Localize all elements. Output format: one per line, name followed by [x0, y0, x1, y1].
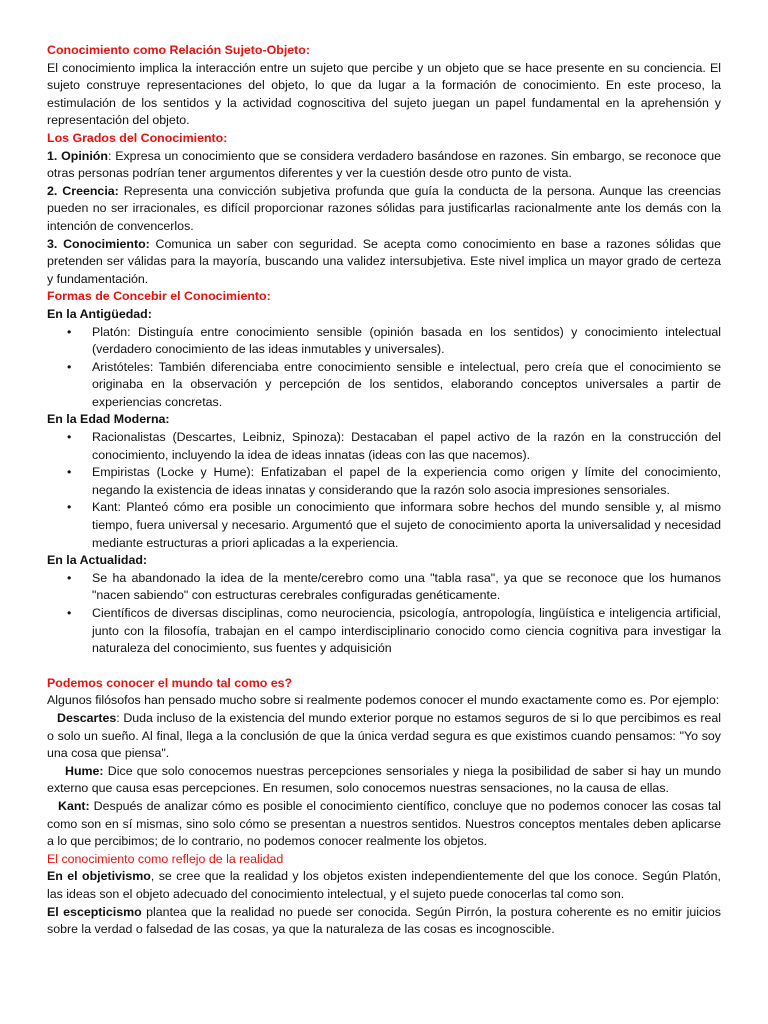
concept-term: El escepticismo [47, 904, 142, 919]
heading-formas: Formas de Concebir el Conocimiento: [47, 289, 271, 304]
grado-text: Expresa un conocimiento que se considera verdadero basándose en razones. Sin embargo, se reconoce que otras personas podrían tener argumentos diferentes y ver la cuestión desde otro punto de vista. [47, 148, 721, 181]
heading-conocer-mundo: Podemos conocer el mundo tal como es? [47, 675, 293, 690]
paragraph-sujeto-objeto: El conocimiento implica la interacción entre un sujeto que percibe y un objeto que se hace presente en su conciencia. El sujeto construye representaciones del objeto, lo que da lugar a la formación de conocimiento. En este proceso, la estimulación de los sentidos y la actividad cognoscitiva del sujeto juegan un papel fundamental en la aprehensión y representación del objeto. [47, 60, 721, 128]
concept-text: , se cree que la realidad y los objetos existen independientemente del que los conoce. Según Platón, las ideas son el objeto adecuado del conocimiento intelectual, y el sujeto puede conocerlas tal como son. [47, 869, 721, 901]
grado-sep: : [107, 148, 112, 163]
paragraph-hume [47, 763, 721, 798]
heading-sujeto-objeto: Conocimiento como Relación Sujeto-Objeto: [47, 43, 310, 57]
subheading-edad-moderna: En la Edad Moderna: [47, 412, 170, 427]
concept-term: En el objetivismo [47, 869, 151, 884]
grado-term: 3. Conocimiento: [47, 236, 150, 251]
paragraph-conocer-intro: Algunos filósofos han pensado mucho sobre si realmente podemos conocer el mundo exactamente como es. Por ejemplo: [47, 693, 720, 708]
list-item: • Aristóteles: También diferenciaba entre conocimiento sensible e intelectual, pero creía que el conocimiento se originaba en la observación y percepción de los sentidos, elaborando conceptos universales a partir de experiencias concretas. [47, 359, 721, 412]
concept-text: plantea que la realidad no puede ser conocida. Según Pirrón, la postura coherente es no emitir juicios sobre la verdad o falsedad de las cosas, ya que la naturaleza de las cosas es incognoscible. [47, 904, 722, 937]
grado-term: 1. Opinión [47, 148, 108, 163]
paragraph-kant [47, 798, 721, 851]
paragraph-objetivismo [47, 868, 721, 903]
grado-conocimiento [47, 236, 721, 289]
philosopher-name: Descartes [57, 710, 117, 725]
list-item: • Científicos de diversas disciplinas, como neurociencia, psicología, antropología, lingüística e inteligencia artificial, junto con la filosofía, trabajan en el campo interdisciplinario conocido como ciencia cognitiva para investigar la naturaleza del conocimiento, sus fuentes y adquisición [47, 605, 721, 658]
grado-term: 2. Creencia: [47, 183, 119, 198]
grado-creencia [47, 183, 721, 236]
list-item: • Racionalistas (Descartes, Leibniz, Spinoza): Destacaban el papel activo de la razón en la construcción del conocimiento, incluyendo la idea de ideas innatas (ideas con las que nacemos). [47, 429, 721, 464]
subheading-actualidad: En la Actualidad: [47, 553, 148, 568]
list-item: • Kant: Planteó cómo era posible un conocimiento que informara sobre hechos del mundo sensible y, al mismo tiempo, fuera universal y necesario. Argumentó que el sujeto de conocimiento aporta la universalidad y necesidad mediante estructuras a priori aplicadas a la experiencia. [47, 499, 721, 552]
grado-opinion [47, 148, 721, 183]
list-actualidad [47, 570, 721, 658]
list-item: • Platón: Distinguía entre conocimiento sensible (opinión basada en los sentidos) y conocimiento intelectual (verdadero conocimiento de las ideas inmutables y universales). [47, 324, 721, 359]
heading-reflejo-realidad: El conocimiento como reflejo de la realidad [47, 851, 284, 866]
paragraph-descartes [47, 710, 721, 763]
philosopher-text: Después de analizar cómo es posible el conocimiento científico, concluye que no podemos conocer las cosas tal como son en sí mismas, sino solo cómo se presentan a nuestros sentidos. Nuestros conceptos mentales deben aplicarse a lo que percibimos; de lo contrario, no podemos conocer realmente los objetos. [47, 798, 721, 849]
list-item: • Empiristas (Locke y Hume): Enfatizaban el papel de la experiencia como origen y límite del conocimiento, negando la existencia de ideas innatas y considerando que la razón solo asocia impresiones sensoriales. [47, 464, 721, 499]
list-antiguedad [47, 324, 721, 412]
philosopher-text: Dice que solo conocemos nuestras percepciones sensoriales y niega la posibilidad de saber si hay un mundo externo que causa esas percepciones. En resumen, solo conocemos nuestras sensaciones, no la causa de ellas. [47, 763, 721, 796]
philosopher-text: : Duda incluso de la existencia del mundo exterior porque no estamos seguros de si lo que percibimos es real o solo un sueño. Al final, llega a la conclusión de que la única verdad segura es que existimos cuando pensamos: "Yo soy una cosa que piensa". [47, 710, 721, 761]
list-edad-moderna [47, 429, 721, 552]
grado-text: Representa una convicción subjetiva profunda que guía la conducta de la persona. Aunque las creencias pueden no ser irracionales, es difícil proporcionar razones sólidas para justificarlas racionalmente ante los demás con la intención de convencerlos. [47, 183, 722, 233]
paragraph-escepticismo [47, 904, 721, 939]
spacer [47, 658, 721, 675]
philosopher-name: Kant: [58, 798, 90, 813]
grado-text: Comunica un saber con seguridad. Se acepta como conocimiento en base a razones sólidas que pretenden ser válidas para la mayoría, buscando una validez intersubjetiva. Este nivel implica un mayor grado de certeza y fundamentación. [47, 236, 721, 286]
heading-grados: Los Grados del Conocimiento: [47, 130, 228, 145]
list-item: • Se ha abandonado la idea de la mente/cerebro como una "tabla rasa", ya que se reconoce que los humanos "nacen sabiendo" con estructuras cerebrales configuradas genéticamente. [47, 570, 721, 605]
subheading-antiguedad: En la Antigüedad: [47, 306, 152, 321]
philosopher-name: Hume: [65, 763, 104, 778]
